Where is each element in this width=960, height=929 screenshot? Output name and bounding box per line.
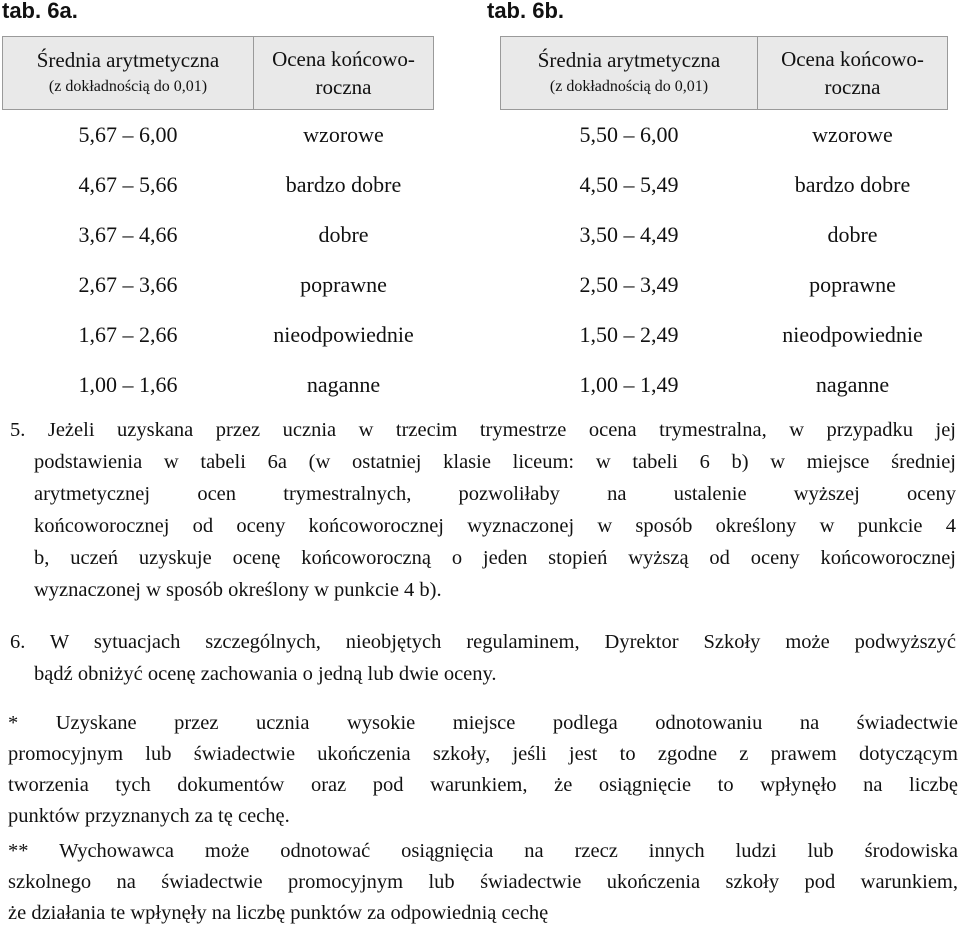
table-row [501, 360, 948, 410]
grade-cell: poprawne [809, 272, 896, 297]
header-final-grade-line1: Ocena końcowo- [781, 47, 924, 71]
header-final-grade-line2: roczna [824, 75, 881, 99]
table-6b-title: tab. 6b. [487, 0, 565, 23]
grade-cell: dobre [827, 222, 878, 247]
table-row [501, 210, 948, 260]
grade-cell: dobre [318, 222, 369, 247]
header-final-grade [758, 37, 948, 110]
grade-cell: wzorowe [303, 122, 384, 147]
text-line: arytmetycznej ocen trymestralnych, pozwoliłaby na ustalenie wyższej oceny [34, 483, 956, 505]
table-row [501, 110, 948, 161]
text-line: bądź obniżyć ocenę zachowania o jedną lub dwie oceny. [34, 663, 497, 685]
average-range: 1,00 – 1,66 [78, 372, 178, 397]
header-average-label: Średnia arytmetyczna [36, 48, 220, 72]
grade-cell: nieodpowiednie [782, 322, 923, 347]
table-row [501, 260, 948, 310]
text-line: końcoworocznej od oceny końcoworocznej wyznaczonej w sposób określony w punkcie 4 [34, 515, 956, 537]
text-line: 6. W sytuacjach szczególnych, nieobjętych regulaminem, Dyrektor Szkoły może podwyższyć [10, 631, 956, 653]
footnote-single-asterisk [8, 708, 958, 832]
header-average-precision: (z dokładnością do 0,01) [549, 78, 709, 95]
average-range: 5,50 – 6,00 [579, 122, 679, 147]
footnote-double-asterisk [8, 836, 958, 929]
average-range: 2,67 – 3,66 [78, 272, 178, 297]
text-line: wyznaczonej w sposób określony w punkcie 4 b). [34, 579, 442, 601]
text-line: * Uzyskane przez ucznia wysokie miejsce podlega odnotowaniu na świadectwie [8, 712, 958, 734]
grade-cell: bardzo dobre [285, 172, 402, 197]
grade-cell: naganne [815, 372, 890, 397]
text-line: szkolnego na świadectwie promocyjnym lub świadectwie ukończenia szkoły pod warunkiem, [8, 871, 958, 893]
header-average-precision: (z dokładnością do 0,01) [48, 78, 208, 95]
grade-table-6a [2, 36, 434, 410]
table-row [501, 160, 948, 210]
text-line: promocyjnym lub świadectwie ukończenia szkoły, jeśli jest to zgodne z prawem dotyczącym [8, 743, 958, 765]
table-row [3, 210, 434, 260]
table-row [3, 260, 434, 310]
average-range: 5,67 – 6,00 [78, 122, 178, 147]
grade-cell: wzorowe [812, 122, 893, 147]
table-row [3, 110, 434, 161]
table-row [501, 310, 948, 360]
grade-cell: nieodpowiednie [273, 322, 414, 347]
header-final-grade [254, 37, 434, 110]
average-range: 2,50 – 3,49 [579, 272, 679, 297]
header-final-grade-line2: roczna [315, 75, 372, 99]
average-range: 4,50 – 5,49 [579, 172, 679, 197]
header-final-grade-line1: Ocena końcowo- [272, 47, 415, 71]
header-average-label: Średnia arytmetyczna [537, 48, 721, 72]
text-line: 5. Jeżeli uzyskana przez ucznia w trzecim trymestrze ocena trymestralna, w przypadku jej [10, 419, 956, 441]
paragraph-point-5 [10, 414, 956, 606]
table-row [3, 160, 434, 210]
paragraph-point-6 [10, 626, 956, 690]
header-average [501, 37, 758, 110]
grade-cell: naganne [306, 372, 381, 397]
average-range: 1,50 – 2,49 [579, 322, 679, 347]
grade-table-6b [500, 36, 948, 410]
text-line: podstawienia w tabeli 6a (w ostatniej klasie liceum: w tabeli 6 b) w miejsce średniej [34, 451, 956, 473]
average-range: 3,50 – 4,49 [579, 222, 679, 247]
grade-cell: poprawne [300, 272, 387, 297]
grade-cell: bardzo dobre [794, 172, 911, 197]
text-line: tworzenia tych dokumentów oraz pod warunkiem, że osiągnięcie to wpłynęło na liczbę [8, 774, 958, 796]
header-average [3, 37, 254, 110]
average-range: 1,00 – 1,49 [579, 372, 679, 397]
table-6a-title: tab. 6a. [2, 0, 78, 23]
table-row [3, 360, 434, 410]
average-range: 4,67 – 5,66 [78, 172, 178, 197]
text-line: że działania te wpłynęły na liczbę punktów za odpowiednią cechę [8, 902, 549, 924]
average-range: 3,67 – 4,66 [78, 222, 178, 247]
text-line: punktów przyznanych za tę cechę. [8, 805, 290, 827]
average-range: 1,67 – 2,66 [78, 322, 178, 347]
text-line: ** Wychowawca może odnotować osiągnięcia na rzecz innych ludzi lub środowiska [8, 840, 958, 862]
text-line: b, uczeń uzyskuje ocenę końcoworoczną o jeden stopień wyższą od oceny końcoworocznej [34, 547, 956, 569]
table-row [3, 310, 434, 360]
